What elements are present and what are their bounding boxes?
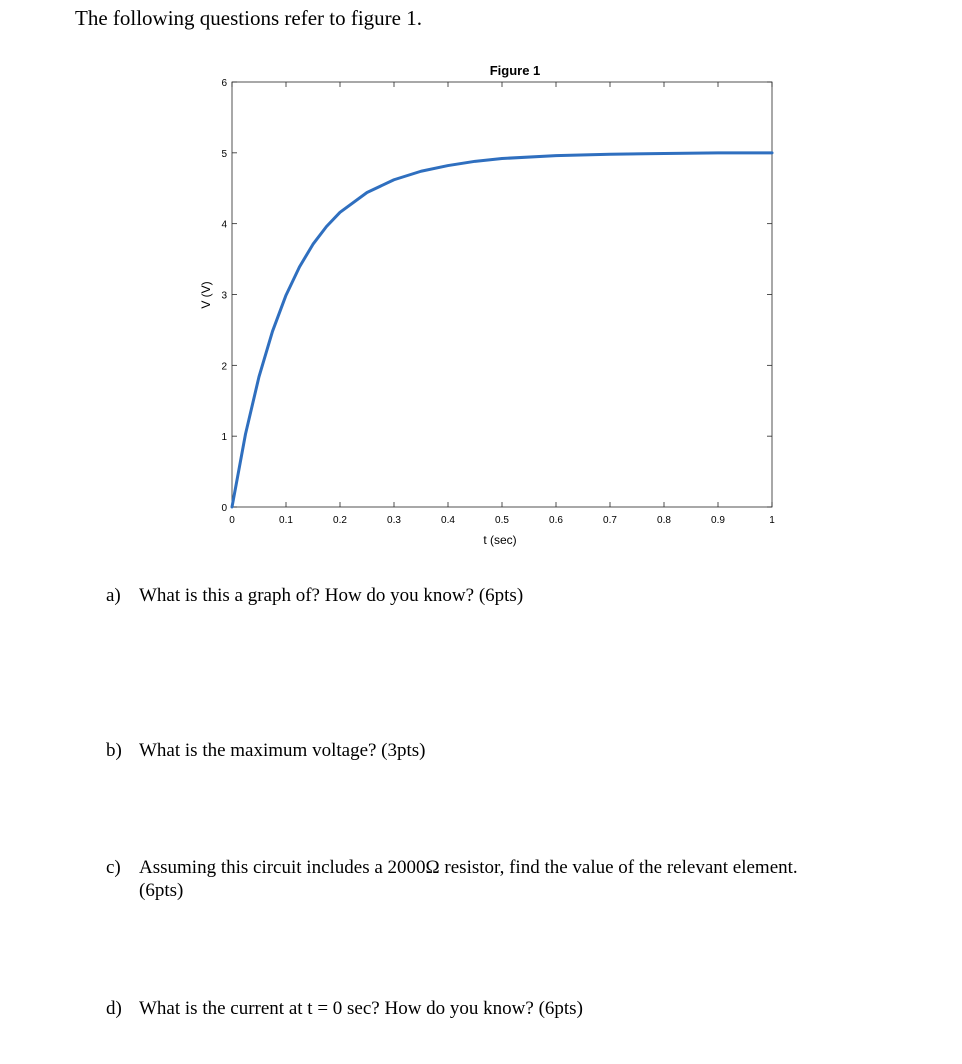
- chart-x-axis-label: t (sec): [483, 533, 517, 547]
- x-tick-label: 0.5: [495, 515, 509, 526]
- question-d-letter: d): [106, 998, 122, 1019]
- x-tick-label: 0.8: [657, 515, 671, 526]
- question-d: [106, 997, 906, 1021]
- x-tick-label: 0.6: [549, 515, 563, 526]
- x-tick-label: 0: [229, 515, 235, 526]
- chart-title: Figure 1: [489, 63, 541, 78]
- y-tick-label: 3: [221, 290, 227, 302]
- question-c: [106, 856, 906, 904]
- y-tick-label: 0: [221, 503, 227, 514]
- question-a-text: What is this a graph of? How do you know? (6pts): [139, 585, 524, 606]
- question-d-text: What is the current at t = 0 sec? How do you know? (6pts): [139, 998, 583, 1019]
- question-a-letter: a): [106, 585, 121, 606]
- question-b-letter: b): [106, 740, 122, 761]
- x-tick-label: 1: [769, 515, 775, 526]
- intro-text: The following questions refer to figure 1.: [75, 6, 422, 30]
- figure-1: [190, 55, 790, 555]
- x-tick-label: 0.9: [711, 515, 725, 526]
- y-tick-label: 4: [221, 219, 227, 231]
- question-b-text: What is the maximum voltage? (3pts): [139, 740, 426, 761]
- y-tick-label: 2: [221, 361, 227, 373]
- x-tick-label: 0.1: [279, 515, 293, 526]
- question-c-points: (6pts): [139, 880, 184, 901]
- question-c-text: Assuming this circuit includes a 2000Ω resistor, find the value of the relevant element.: [139, 857, 798, 878]
- voltage-chart: [190, 55, 790, 555]
- question-b: [106, 739, 906, 763]
- x-tick-label: 0.7: [603, 515, 617, 526]
- y-tick-label: 1: [221, 432, 227, 444]
- chart-y-axis-label: V (V): [199, 281, 213, 309]
- x-tick-label: 0.2: [333, 515, 347, 526]
- x-tick-label: 0.4: [441, 515, 455, 526]
- question-c-letter: c): [106, 857, 121, 878]
- chart-frame: [232, 82, 772, 507]
- plot-box: [232, 82, 772, 507]
- y-tick-label: 6: [221, 78, 227, 89]
- question-a: [106, 584, 906, 608]
- x-tick-label: 0.3: [387, 515, 401, 526]
- y-tick-label: 5: [221, 148, 227, 160]
